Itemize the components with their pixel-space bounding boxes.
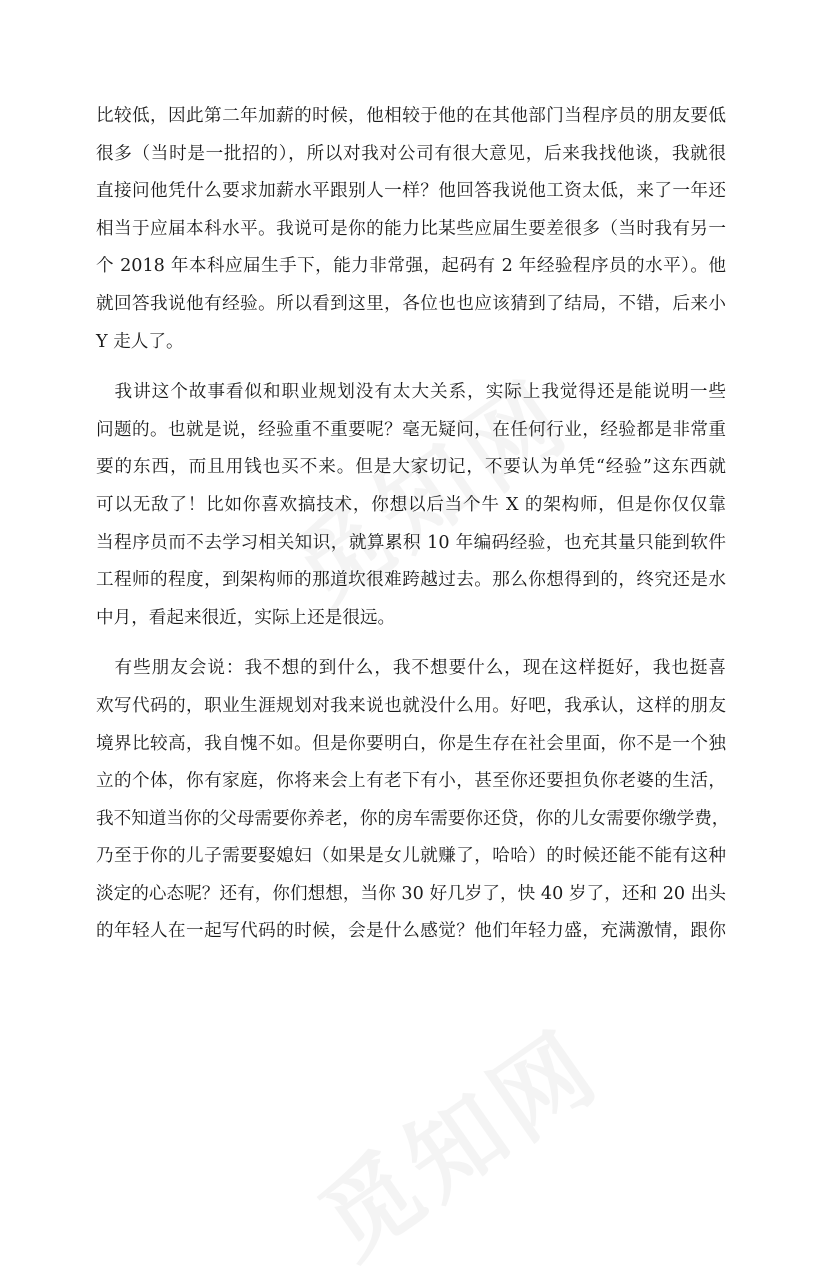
text-line: 乃至于你的儿子需要娶媳妇（如果是女儿就赚了，哈哈）的时候还能不能有这种 (96, 846, 726, 867)
paragraph-1 (96, 98, 726, 361)
text-line: 欢写代码的，职业生涯规划对我来说也就没什么用。好吧，我承认，这样的朋友 (96, 695, 726, 716)
text-line: 中月，看起来很近，实际上还是很远。 (96, 607, 396, 628)
text-line: 很多（当时是一批招的），所以对我对公司有很大意见，后来我找他谈，我就很 (96, 143, 726, 164)
text-line: 问题的。也就是说，经验重不重要呢？毫无疑问，在任何行业，经验都是非常重 (96, 419, 726, 440)
text-line: 立的个体，你有家庭，你将来会上有老下有小，甚至你还要担负你老婆的生活， (96, 771, 726, 792)
text-line: Y 走人了。 (96, 331, 184, 352)
paragraph-3 (96, 650, 730, 951)
text-line: 直接问他凭什么要求加薪水平跟别人一样？他回答我说他工资太低，来了一年还 (96, 181, 726, 202)
text-line: 我讲这个故事看似和职业规划没有太大关系，实际上我觉得还是能说明一些 (96, 382, 726, 403)
watermark (289, 993, 623, 1284)
text-line: 工程师的程度，到架构师的那道坎很难跨越过去。那么你想得到的，终究还是水 (96, 570, 726, 591)
body-text (96, 98, 730, 951)
text-line: 比较低，因此第二年加薪的时候，他相较于他的在其他部门当程序员的朋友要低 (96, 106, 726, 126)
paragraph-gap (96, 361, 726, 374)
text-line: 有些朋友会说：我不想的到什么，我不想要什么，现在这样挺好，我也挺喜 (96, 658, 726, 679)
text-line: 当程序员而不去学习相关知识，就算累积 10 年编码经验，也充其量只能到软件 (96, 532, 726, 553)
text-line: 境界比较高，我自愧不如。但是你要明白，你是生存在社会里面，你不是一个独 (96, 733, 726, 754)
paragraph-gap (96, 637, 726, 650)
text-line: 可以无敌了！比如你喜欢搞技术，你想以后当个牛 X 的架构师，但是你仅仅靠 (96, 494, 726, 515)
paragraph-2 (96, 374, 726, 637)
text-line: 我不知道当你的父母需要你养老，你的房车需要你还贷，你的儿女需要你缴学费， (96, 808, 730, 829)
text-line: 就回答我说他有经验。所以看到这里，各位也也应该猜到了结局，不错，后来小 (96, 293, 726, 314)
text-line: 相当于应届本科水平。我说可是你的能力比某些应届生要差很多（当时我有另一 (96, 218, 726, 239)
text-line: 要的东西，而且用钱也买不来。但是大家切记，不要认为单凭“经验”这东西就 (96, 457, 726, 478)
text-line: 淡定的心态呢？还有，你们想想，当你 30 好几岁了，快 40 岁了，还和 20 出头 (96, 883, 726, 904)
text-line: 个 2018 年本科应届生手下，能力非常强，起码有 2 年经验程序员的水平）。他 (96, 256, 726, 277)
text-line: 的年轻人在一起写代码的时候，会是什么感觉？他们年轻力盛，充满激情，跟你 (96, 921, 726, 942)
